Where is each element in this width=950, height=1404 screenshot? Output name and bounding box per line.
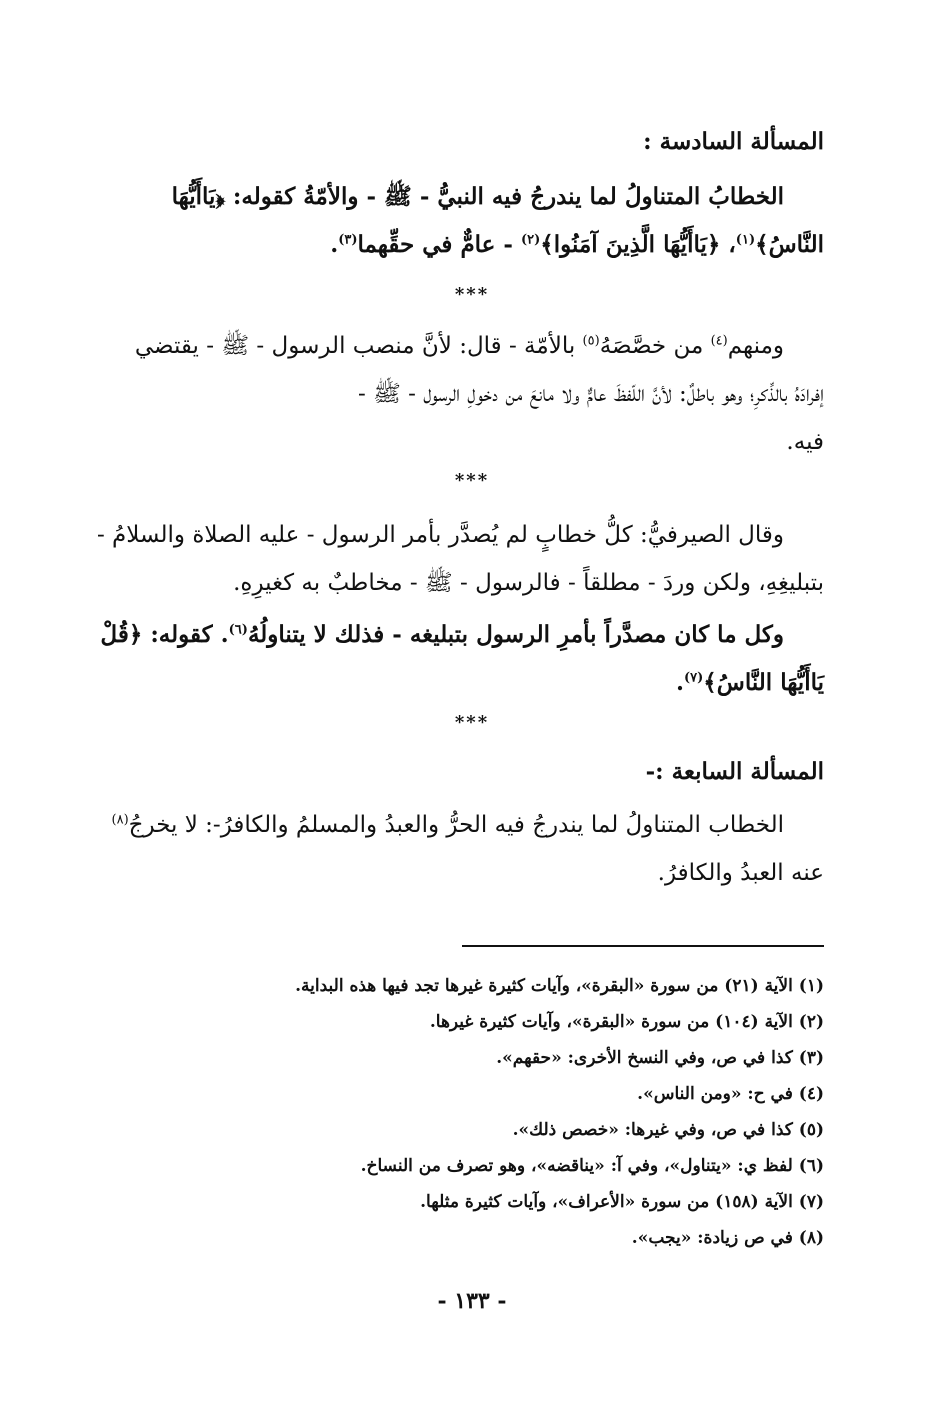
text-line: [120, 322, 824, 370]
text-line: [100, 611, 824, 659]
text-line: [120, 659, 824, 707]
text-line: الخطابُ المتناولُ لما يندرجُ فيه النبيُّ - ﷺ - والأمّةُ كقوله: ﴿يَاأَيُّهَا: [171, 183, 784, 210]
footnote-ref-4: (٤): [710, 333, 728, 349]
text-span: من خصَّصَهُ: [599, 333, 711, 359]
footnote-5: (٥) كذا في ص، وفي غيرها: «خصص ذلك».: [512, 1120, 824, 1140]
footnote-ref-7: (٧): [683, 670, 704, 686]
footnotes-list: [120, 968, 824, 1256]
footnote-7: (٧) الآية (١٥٨) من سورة «الأعراف»، وآيات كثيرة مثلها.: [420, 1192, 824, 1212]
text-line: فيه.: [786, 429, 824, 455]
paragraph-sayrafi: [96, 511, 824, 607]
text-line: [120, 221, 824, 269]
page-number: - ١٣٣ -: [437, 1288, 507, 1314]
text-line: بتبليغِهِ، ولكن وردَ - مطلقاً - فالرسول - ﷺ - مخاطبٌ به كغيرِهِ.: [233, 570, 824, 596]
text-line: إفرادَهُ بالذِّكرِ؛ وهو باطلٌ: لأنَّ اللّفظَ عامٌّ ولا مانعَ من دخولِ الرسول - ﷺ -: [357, 381, 824, 407]
text-span: وكل ما كان مصدَّراً بأمرِ الرسول بتبليغه - فذلك لا يتناولُهُ: [247, 621, 784, 648]
section-heading-6: المسألة السادسة :: [643, 128, 824, 155]
footnote-ref-6: (٦): [228, 622, 248, 638]
text-span: ، ﴿يَاأَيُّهَا الَّذِينَ آمَنُوا﴾: [540, 231, 736, 258]
text-span: يَاأَيُّهَا النَّاسُ﴾: [703, 669, 824, 696]
section6-paragraph: [120, 173, 824, 269]
separator-stars: ***: [454, 284, 490, 305]
text-span: .: [675, 669, 684, 696]
separator-stars: ***: [454, 712, 490, 733]
footnote-6: (٦) لفظ ي: «يتناول»، وفي آ: «يناقضه»، وهو تصرف من النساخ.: [360, 1156, 824, 1176]
paragraph-prefixed-command: [100, 611, 824, 707]
text-span: ومنهم: [727, 333, 784, 359]
text-line: وقال الصيرفيُّ: كلُّ خطابٍ لم يُصدَّر بأمر الرسول - عليه الصلاة والسلامُ -: [96, 522, 784, 548]
text-line: عنه العبدُ والكافرُ.: [657, 860, 824, 886]
text-span: .: [330, 231, 339, 258]
separator-stars: ***: [454, 470, 490, 491]
footnote-2: (٢) الآية (١٠٤) من سورة «البقرة»، وآيات كثيرة غيرها.: [429, 1012, 824, 1032]
section7-paragraph: [111, 801, 824, 897]
text-line: [111, 801, 824, 849]
book-page: [96, 0, 824, 1404]
text-span: النَّاسُ﴾: [755, 231, 824, 258]
footnote-3: (٣) كذا في ص، وفي النسخ الأخرى: «حقهم».: [496, 1048, 824, 1068]
footnote-8: (٨) في ص زيادة: «يجب».: [631, 1228, 824, 1248]
section-heading-7: المسألة السابعة :-: [645, 758, 824, 785]
text-span: بالأمّة - قال: لأنَّ منصب الرسول - ﷺ - يقتضي: [134, 333, 583, 359]
footnote-ref-5: (٥): [582, 333, 600, 349]
footnote-ref-8: (٨): [111, 812, 129, 828]
footnote-ref-3: (٣): [338, 232, 358, 248]
paragraph-specification: [120, 322, 824, 466]
footnote-4: (٤) في ح: «ومن الناس».: [637, 1084, 824, 1104]
text-span: - عامٌّ في حقِّهما: [357, 231, 521, 258]
footnote-divider: [462, 945, 824, 947]
text-span: . كقوله: ﴿قُلْ: [100, 621, 229, 648]
footnote-ref-2: (٢): [520, 232, 541, 248]
footnote-ref-1: (١): [735, 232, 756, 248]
footnote-1: (١) الآية (٢١) من سورة «البقرة»، وآيات كثيرة غيرها تجد فيها هذه البداية.: [295, 976, 824, 996]
text-span: الخطاب المتناولُ لما يندرجُ فيه الحرُّ والعبدُ والمسلمُ والكافرُ-: لا يخرجُ: [128, 812, 784, 838]
